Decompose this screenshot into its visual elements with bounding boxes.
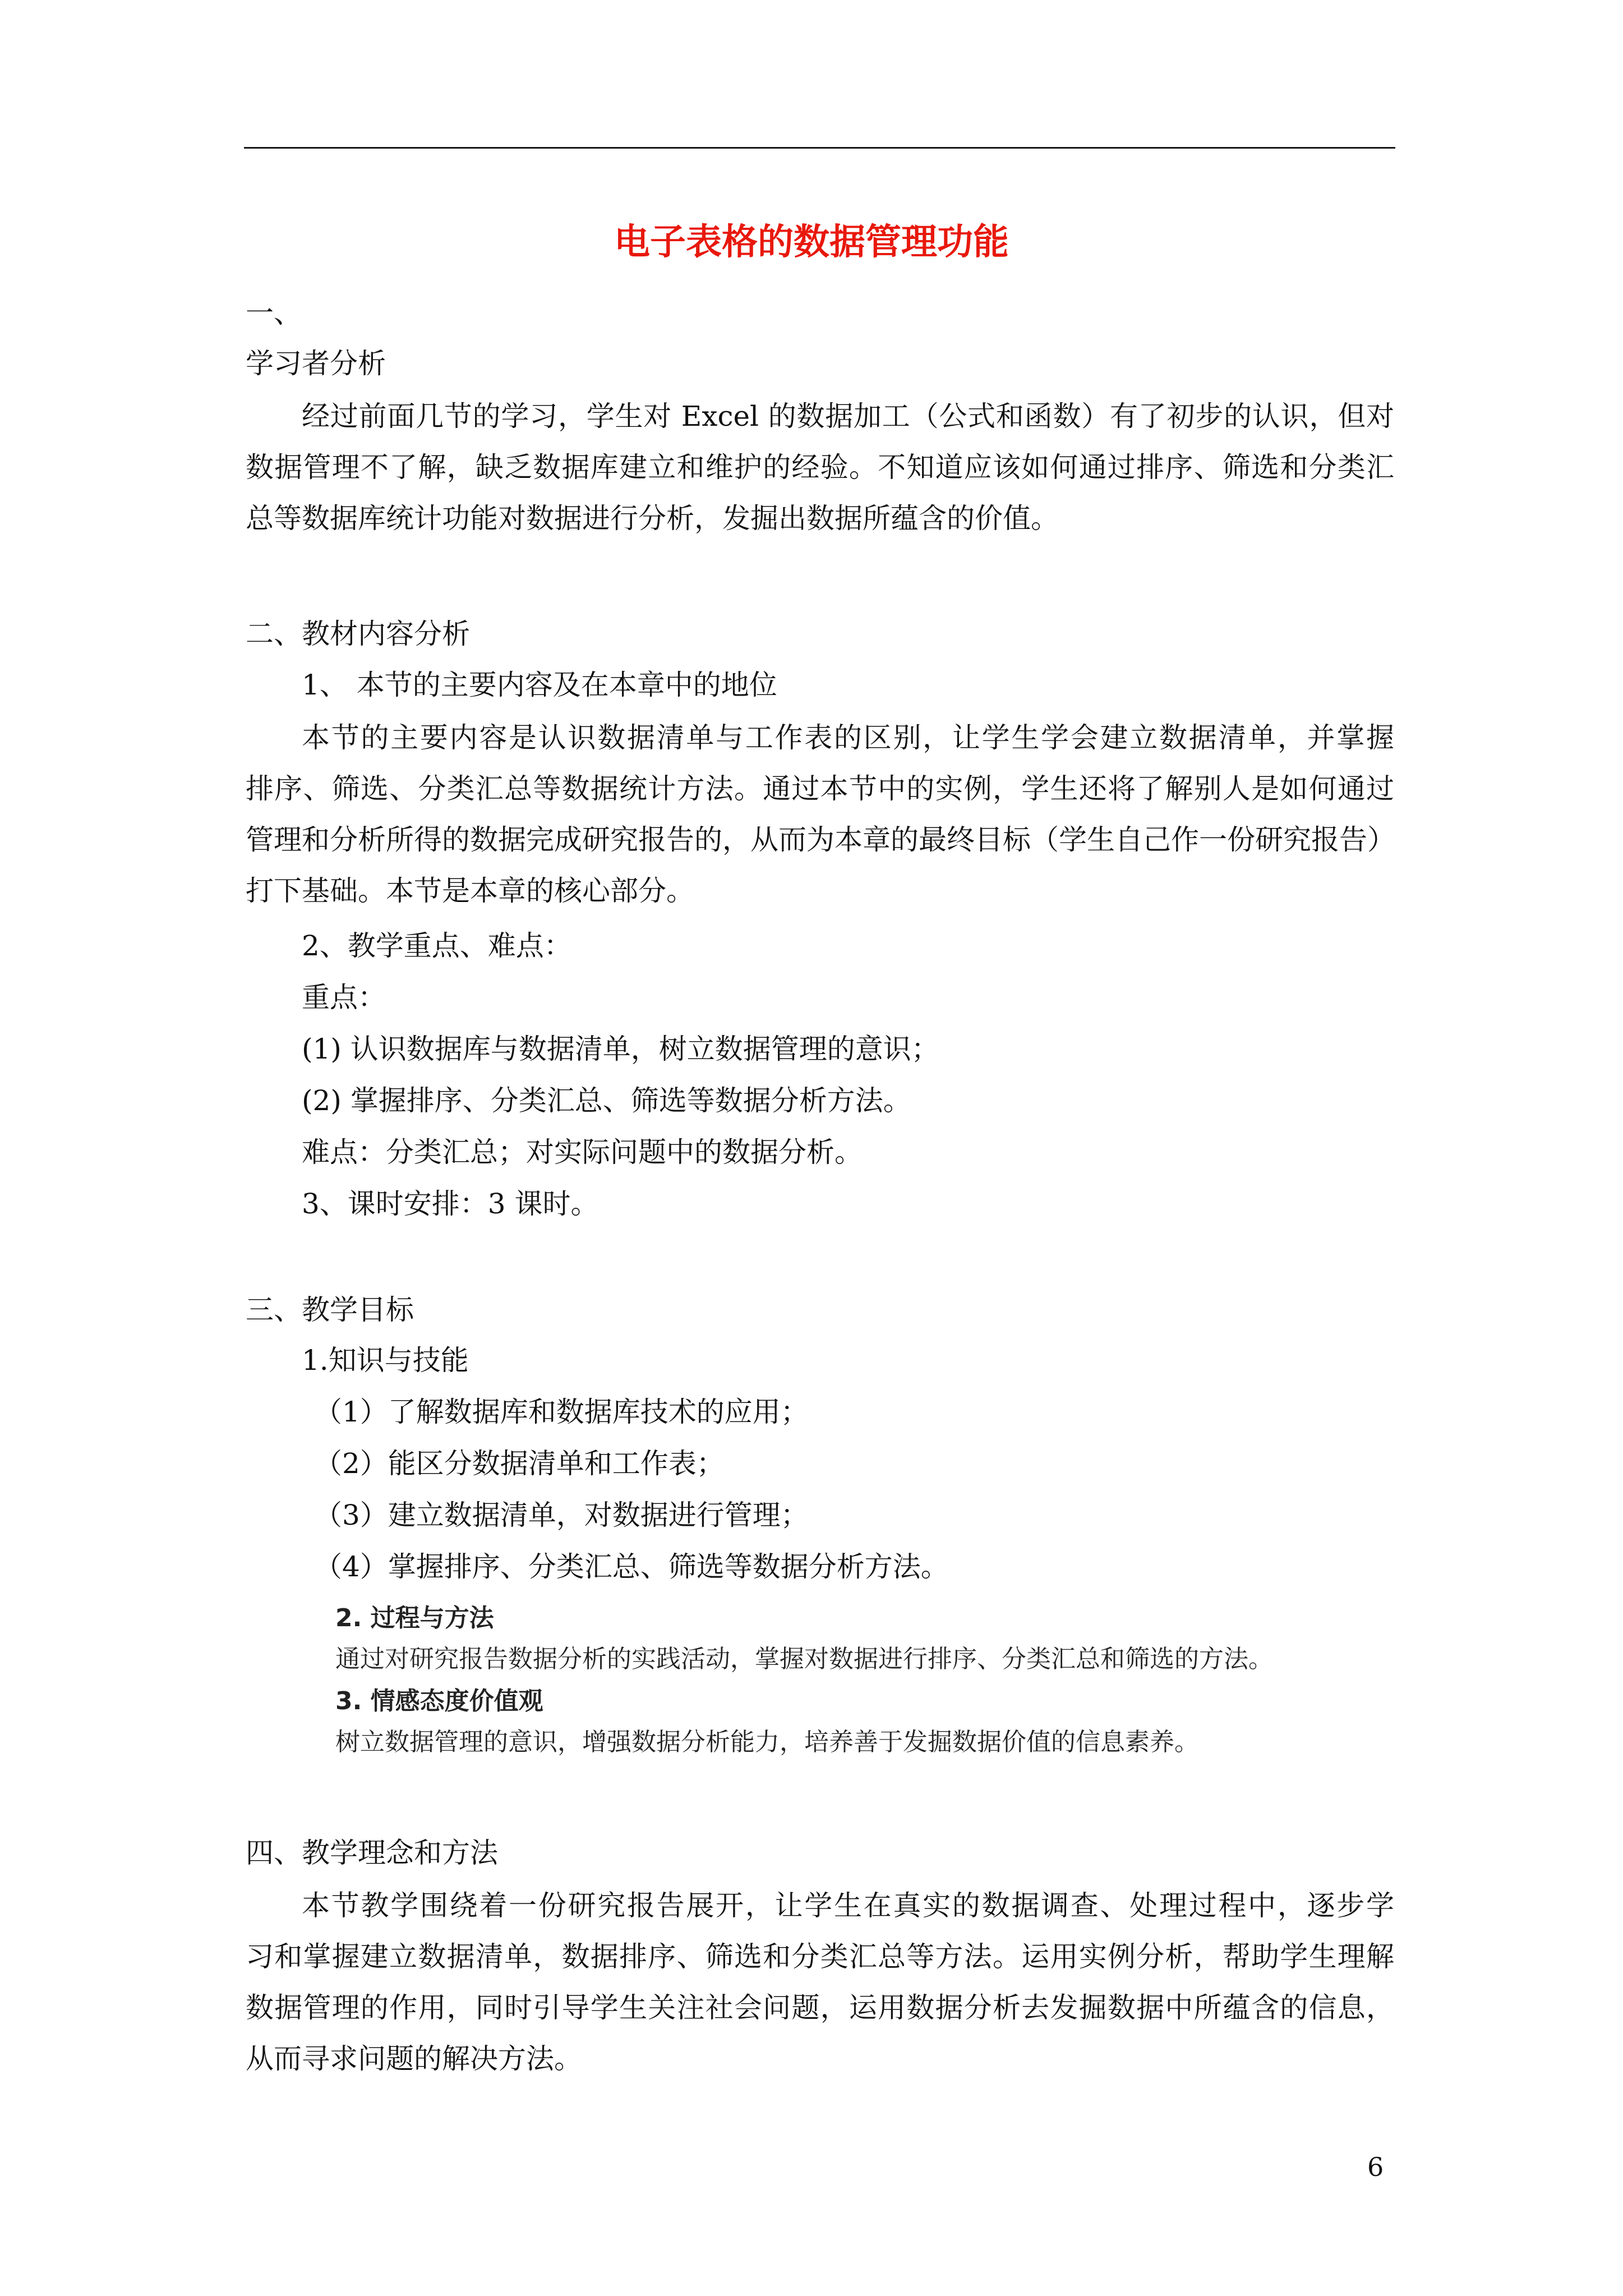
section-1-heading: 学习者分析 bbox=[246, 347, 386, 380]
process-method-text: 通过对研究报告数据分析的实践活动，掌握对数据进行排序、分类汇总和筛选的方法。 bbox=[335, 1645, 1273, 1673]
section-4-paragraph bbox=[246, 1880, 1394, 2085]
section-2-line-3: 管理和分析所得的数据完成研究报告的，从而为本章的最终目标（学生自己作一份研究报告） bbox=[246, 823, 1395, 856]
section-2-paragraph bbox=[246, 712, 1394, 917]
objective-item-2: （2）能区分数据清单和工作表； bbox=[314, 1447, 725, 1480]
document-title: 电子表格的数据管理功能 bbox=[614, 222, 1009, 263]
objective-item-4: （4）掌握排序、分类汇总、筛选等数据分析方法。 bbox=[314, 1550, 949, 1583]
section-4-heading: 四、教学理念和方法 bbox=[246, 1837, 498, 1869]
objective-item-1: （1）了解数据库和数据库技术的应用； bbox=[314, 1396, 809, 1428]
page-number: 6 bbox=[1367, 2152, 1384, 2182]
section-3-subheading-3: 3. 情感态度价值观 bbox=[335, 1687, 543, 1715]
header-rule bbox=[244, 147, 1395, 149]
section-1-line-3: 总等数据库统计功能对数据进行分析，发掘出数据所蕴含的价值。 bbox=[246, 502, 1059, 535]
difficult-points: 难点：分类汇总；对实际问题中的数据分析。 bbox=[302, 1136, 863, 1168]
attitude-values-text: 树立数据管理的意识，增强数据分析能力，培养善于发掘数据价值的信息素养。 bbox=[335, 1728, 1199, 1756]
section-2-line-1: 本节的主要内容是认识数据清单与工作表的区别，让学生学会建立数据清单，并掌握 bbox=[302, 721, 1394, 754]
key-point-1: (1) 认识数据库与数据清单，树立数据管理的意识； bbox=[302, 1033, 939, 1065]
section-1-number: 一、 bbox=[246, 297, 302, 329]
section-2-line-4: 打下基础。本节是本章的核心部分。 bbox=[246, 875, 694, 907]
key-point-2: (2) 掌握排序、分类汇总、筛选等数据分析方法。 bbox=[302, 1084, 911, 1117]
section-3-heading: 三、教学目标 bbox=[246, 1294, 414, 1326]
section-1-paragraph bbox=[246, 391, 1394, 544]
section-3-subheading-2: 2. 过程与方法 bbox=[335, 1604, 494, 1632]
key-points-label: 重点： bbox=[302, 981, 386, 1014]
section-1-line-2: 数据管理不了解，缺乏数据库建立和维护的经验。不知道应该如何通过排序、筛选和分类汇 bbox=[246, 451, 1394, 484]
section-3-subheading-1: 1.知识与技能 bbox=[302, 1344, 469, 1377]
section-2-subheading-1: 1、 本节的主要内容及在本章中的地位 bbox=[302, 669, 777, 701]
objective-item-3: （3）建立数据清单，对数据进行管理； bbox=[314, 1499, 809, 1531]
section-2-line-2: 排序、筛选、分类汇总等数据统计方法。通过本节中的实例，学生还将了解别人是如何通过 bbox=[246, 772, 1394, 805]
section-2-heading: 二、教材内容分析 bbox=[246, 618, 470, 650]
section-1-line-1: 经过前面几节的学习，学生对 Excel 的数据加工（公式和函数）有了初步的认识，但对 bbox=[302, 400, 1394, 432]
section-4-line-3: 数据管理的作用，同时引导学生关注社会问题，运用数据分析去发掘数据中所蕴含的信息， bbox=[246, 1991, 1394, 2024]
section-2-subheading-2: 2、教学重点、难点： bbox=[302, 930, 572, 962]
section-4-line-1: 本节教学围绕着一份研究报告展开，让学生在真实的数据调查、处理过程中，逐步学 bbox=[302, 1889, 1394, 1922]
section-4-line-2: 习和掌握建立数据清单，数据排序、筛选和分类汇总等方法。运用实例分析，帮助学生理解 bbox=[246, 1940, 1394, 1973]
section-2-subheading-3: 3、课时安排：3 课时。 bbox=[302, 1188, 599, 1220]
section-4-line-4: 从而寻求问题的解决方法。 bbox=[246, 2042, 582, 2075]
